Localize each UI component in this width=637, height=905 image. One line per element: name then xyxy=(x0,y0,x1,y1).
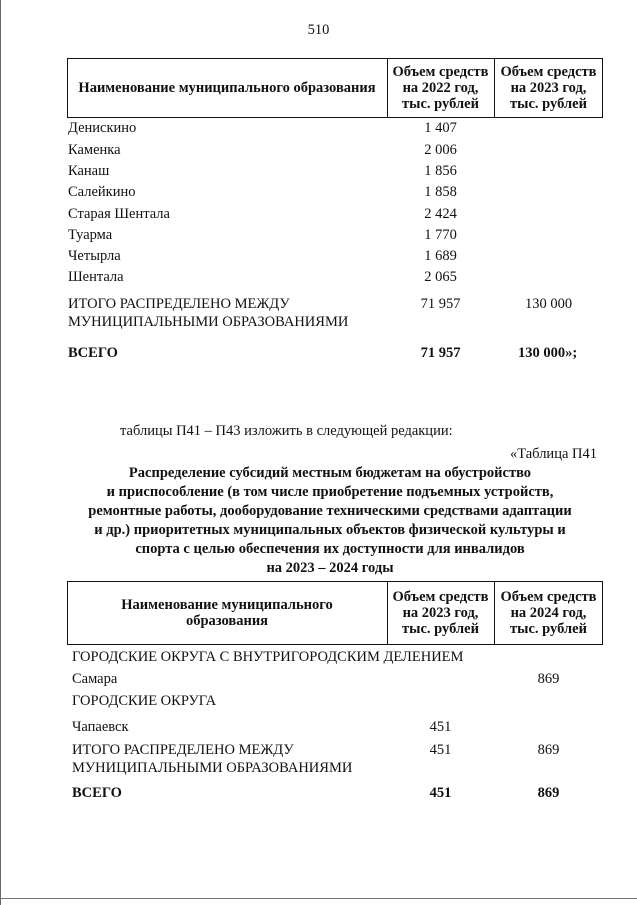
table1-header-2023: Объем средств на 2023 год, тыс. рублей xyxy=(500,64,597,112)
table1-itogo-label-line1: ИТОГО РАСПРЕДЕЛЕНО МЕЖДУ xyxy=(68,296,290,312)
table1-header-name: Наименование муниципального образования xyxy=(78,80,376,96)
table1-vsego-label: ВСЕГО xyxy=(68,345,118,361)
table-row-value: 1 689 xyxy=(424,248,457,264)
table-row-name: Салейкино xyxy=(68,184,136,200)
page-bottom-rule xyxy=(0,898,637,899)
table2-section-heading: ГОРОДСКИЕ ОКРУГА xyxy=(72,693,217,709)
table2-itogo-label-line1: ИТОГО РАСПРЕДЕЛЕНО МЕЖДУ xyxy=(72,742,294,758)
table2-header-2024: Объем средств на 2024 год, тыс. рублей xyxy=(500,589,597,637)
table1-vsego-2022: 71 957 xyxy=(420,345,461,361)
table-row-name: Каменка xyxy=(68,142,121,158)
table-row-value: 451 xyxy=(429,719,452,735)
table-row-value: 2 006 xyxy=(424,142,457,158)
table-row-name: Старая Шентала xyxy=(68,206,170,222)
table2-header-name: Наименование муниципального образования xyxy=(121,597,333,629)
page-number: 510 xyxy=(307,22,330,38)
table1-itogo-2023: 130 000 xyxy=(524,296,573,312)
table2-heading: Распределение субсидий местным бюджетам на обустройство и приспособление (в том числе приобретение подъемных устройств, ремонтные работы, дооборудование техническими средствами адаптации и др.) приоритетных муниципальных объектов физической культуры и спорта с целью обеспечения их доступности для инвалидов на 2023 – 2024 годы xyxy=(88,465,572,576)
table-row-name: Туарма xyxy=(68,227,113,243)
table-row-value: 869 xyxy=(537,671,560,687)
table-row-name: Денискино xyxy=(68,120,137,136)
table1-itogo-label-line2: МУНИЦИПАЛЬНЫМИ ОБРАЗОВАНИЯМИ xyxy=(68,314,349,330)
table2-itogo-2024: 869 xyxy=(537,742,560,758)
table2-vsego-2023: 451 xyxy=(429,785,452,801)
table-row-value: 2 065 xyxy=(424,269,457,285)
table-row-value: 2 424 xyxy=(424,206,457,222)
page-left-edge xyxy=(0,0,1,905)
table-label: «Таблица П41 xyxy=(510,446,597,462)
table2-section-heading: ГОРОДСКИЕ ОКРУГА С ВНУТРИГОРОДСКИМ ДЕЛЕНИЕМ xyxy=(72,649,464,665)
table-row-name: Самара xyxy=(72,671,118,687)
table-row-value: 1 407 xyxy=(424,120,457,136)
table1-itogo-2022: 71 957 xyxy=(420,296,461,312)
instruction-text: таблицы П41 – П43 изложить в следующей редакции: xyxy=(120,423,453,439)
table2-vsego-label: ВСЕГО xyxy=(72,785,122,801)
table-row-name: Четырла xyxy=(68,248,121,264)
table-row-name: Чапаевск xyxy=(72,719,129,735)
table-row-value: 1 856 xyxy=(424,163,457,179)
table-row-value: 1 858 xyxy=(424,184,457,200)
table2-header-2023: Объем средств на 2023 год, тыс. рублей xyxy=(392,589,489,637)
table-row-value: 1 770 xyxy=(424,227,457,243)
table2-vsego-2024: 869 xyxy=(537,785,560,801)
table1-vsego-2023: 130 000»; xyxy=(518,345,578,361)
table1-header-2022: Объем средств на 2022 год, тыс. рублей xyxy=(392,64,489,112)
table-row-name: Канаш xyxy=(68,163,110,179)
table2-itogo-label-line2: МУНИЦИПАЛЬНЫМИ ОБРАЗОВАНИЯМИ xyxy=(72,760,353,776)
table-row-name: Шентала xyxy=(68,269,124,285)
table2-itogo-2023: 451 xyxy=(429,742,452,758)
